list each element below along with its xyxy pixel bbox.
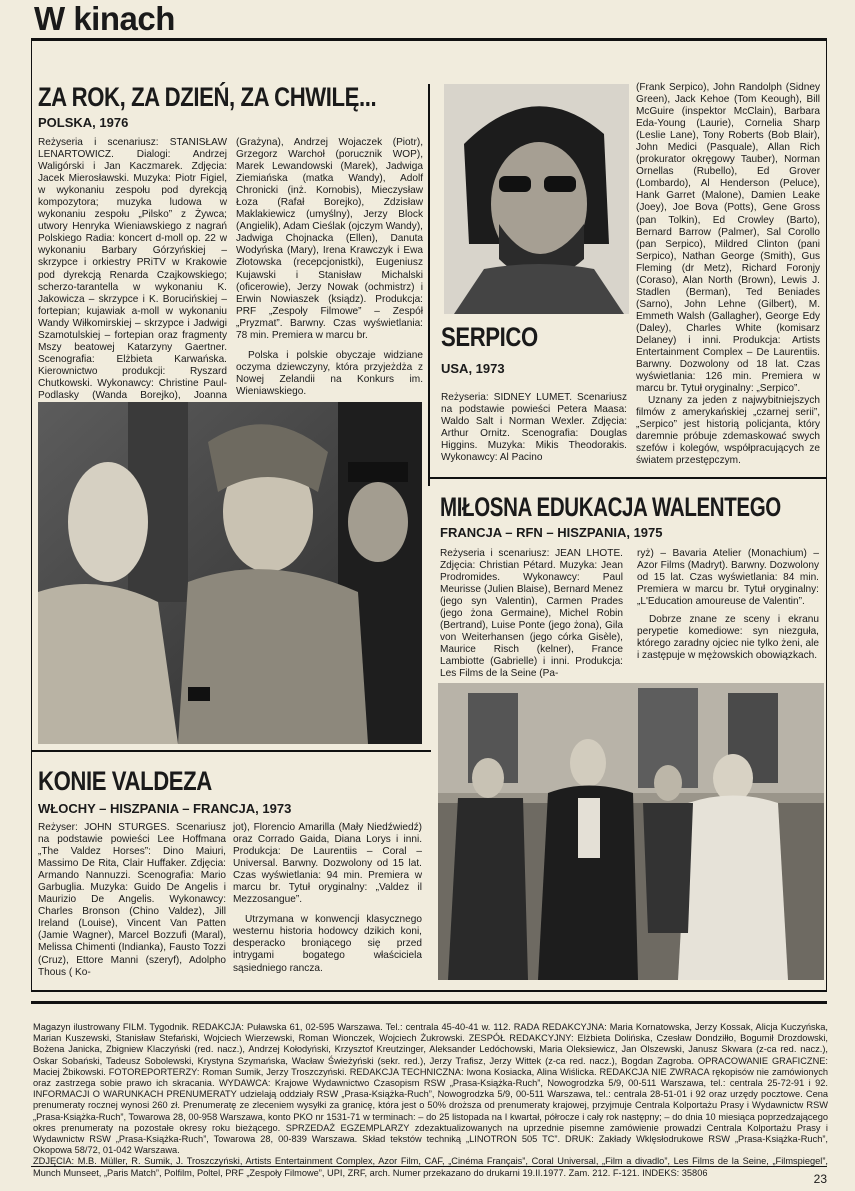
photo-serpico-image: [444, 84, 629, 314]
serpico-text-col1: [441, 392, 627, 464]
film-title-za-rok: ZA ROK, ZA DZIEŃ, ZA CHWILĘ...: [38, 82, 377, 112]
header-rule: [31, 38, 827, 41]
photo-milosna-image: [438, 683, 824, 980]
photo-milosna: [438, 683, 824, 980]
film-title-milosna: MIŁOSNA EDUKACJA WALENTEGO: [440, 492, 781, 522]
za-rok-text-col2: [236, 137, 423, 397]
frame-left: [31, 41, 32, 991]
za-rok-text-col1: [38, 137, 227, 401]
film-subtitle-za-rok: POLSKA, 1976: [38, 115, 129, 130]
column-divider: [428, 84, 430, 486]
section-title: W kinach: [34, 0, 175, 37]
milosna-synopsis: Dobrze znane ze sceny i ekranu perypetie komediowe: syn niezguła, którego zaradny ojciec nie tylko żeni, ale i zastępuje w mężowskich obowiązkach.: [637, 614, 819, 662]
milosna-text-col1: [440, 548, 623, 678]
za-rok-credits-1: Reżyseria i scenariusz: STANISŁAW LENARTOWICZ. Dialogi: Andrzej Waligórski i Jan Kaczmarek. Zdjęcia: Jacek Mierosławski. Muzyka: Piotr Figiel, w wykonaniu zespołu pod dyrekcją kompozytora; muzyka ludowa w wykonaniu zespołu „Pilsko” z Żywca; utwory Henryka Wieniawskiego z nagrań Polskiego Radia: koncert d-moll op. 22 w wykonaniu Barbary Górzyńskiej – skrzypce i orkiestry PRiTV w Krakowie pod dyrekcją Renarda Czajkowskiego; scherzo-tarantella w wykonaniu K. Jakowicza – skrzypce i K. Borucińskiej – fortepian; kujawiak a-moll w wykonaniu Wandy Wiłkomirskiej – skrzypce i Jadwigi Szamotulskiej – fortepian oraz fragmenty Mszy beatowej Katarzyny Gaertner. Scenografia: Elżbieta Karwańska. Kierownictwo produkcji: Ryszard Chutkowski. Wykonawcy: Christine Paul-Podlasky (Wanda Borejko), Joanna: [38, 137, 227, 401]
film-subtitle-konie: WŁOCHY – HISZPANIA – FRANCJA, 1973: [38, 801, 292, 816]
photo-credits: ZDJĘCIA: M.B. Müller, R. Sumik, J. Troszczyński, Artists Entertainment Complex, Azor Film, CAF, „Cinéma Français”, Coral Universal, „Film a divadlo”, Les Films de la Seine, „Filmspiegel”, Munch Munseet, „Paris Match”, Polfilm, Poltel, PRF „Zespoły Filmowe”, UPI, ZRF, arch. Numer przekazano do drukarni 19.II.1977. Zam. 212. F-121. INDEKS: 35806: [33, 1156, 828, 1178]
rule-footer-bottom: [31, 1166, 827, 1167]
milosna-credits-2: ryż) – Bavaria Atelier (Monachium) – Azor Films (Madryt). Barwny. Dozwolony od 15 lat. Czas wyświetlania: 84 min. Premiera w marcu br. Tytuł oryginalny: „L'Education amoureuse de Valentin”.: [637, 548, 819, 608]
konie-text-col1: [38, 822, 226, 984]
serpico-text-col2: [636, 82, 820, 467]
rule-content-bottom: [31, 990, 827, 992]
serpico-credits-2: (Frank Serpico), John Randolph (Sidney Green), Jack Kehoe (Tom Keough), Bill McGuire (inspektor McClain), Barbara Eda-Young (Laurie), Cornelia Sharp (Leslie Lane), Tony Roberts (Bob Blair), John Medici (Pasquale), Allan Rich (prokurator okręgowy Tauber), Norman Ornellas (Rubello), Ed Grover (Lombardo), Al Henderson (Peluce), Hank Garret (Malone), Damien Leake (Joey), Joe Bova (Potts), Gene Gross (pan Tolkin), Ed Crowley (Barto), Bernard Barrow (Palmer), Sal Corollo (pan Serpico), Mildred Clinton (pani Serpico), Nathan George (Smith), Gus Fleming (dr Metz), Richard Foronjy (Coraso), Alan North (Brown), Lewis J. Stadlen (Berman), Ted Beniades (Sarno), John Lehne (Gilbert), M. Emmeth Walsh (Gallagher), George Edy (Daley), Charles White (komisarz Delaney) i inni. Produkcja: Artists Entertainment Complex – De Laurentiis. Barwny. Dozwolony od 18 lat. Czas wyświetlania: 126 min. Premiera w marcu br. Tytuł oryginalny: „Serpico”.: [636, 82, 820, 395]
konie-text-col2: [233, 822, 422, 984]
milosna-credits-1: Reżyseria i scenariusz: JEAN LHOTE. Zdjęcia: Christian Pétard. Muzyka: Jean Prodromides. Wykonawcy: Paul Meurisse (Julien Blaise), Bernard Menez (jego syn Valentin), Carmen Prades (jego żona Germaine), Michel Robin (Bertrand), Luise Ponte (jego żona), Gila von Weiterhansen (jego córka Gisèle), Maurice Risch (kelner), France Lambiotte (Gabrielle) i inni. Produkcja: Les Films de la Seine (Pa-: [440, 548, 623, 680]
konie-credits-1: Reżyser: JOHN STURGES. Scenariusz na podstawie powieści Lee Hoffmana „The Valdez Horses”: Dino Maiuri, Massimo De Rita, Clair Huffaker. Zdjęcia: Armando Nannuzzi. Scenografia: Mario Garbuglia. Muzyka: Guido De Angelis i Maurizio De Angelis. Wykonawcy: Charles Bronson (Chino Valdez), Jill Ireland (Louise), Vincent Van Patten (Jamie Wagner), Marcel Bozzufi (Maral), Melissa Chimenti (Indianka), Fausto Tozzi (Cruz), Ettore Manni (szeryf), Adolpho Thous ( Ko-: [38, 822, 226, 978]
film-title-serpico: SERPICO: [441, 322, 538, 352]
photo-serpico: [444, 84, 629, 314]
frame-right: [826, 41, 827, 991]
rule-milosna-top: [430, 477, 827, 479]
masthead-footer: [33, 1022, 828, 1178]
konie-synopsis: Utrzymana w konwencji klasycznego westernu historia hodowcy dzikich koni, desperacko broniącego się przed intrygami bogatego właściciela sąsiedniego rancza.: [233, 914, 422, 974]
film-subtitle-milosna: FRANCJA – RFN – HISZPANIA, 1975: [440, 525, 663, 540]
film-title-konie: KONIE VALDEZA: [38, 766, 212, 796]
photo-za-rok-image: [38, 402, 422, 744]
za-rok-synopsis: Polska i polskie obyczaje widziane oczyma dziewczyny, która przyjeżdża z Nowej Zelandii na Konkurs im. Wieniawskiego.: [236, 349, 423, 397]
masthead-text: Magazyn ilustrowany FILM. Tygodnik. REDAKCJA: Puławska 61, 02-595 Warszawa. Tel.: centrala 45-40-41 w. 112. RADA REDAKCYJNA: Maria Kornatowska, Jerzy Kossak, Alicja Kuczyńska, Marian Kuszewski, Stanisław Stefański, Wojciech Wierzewski, Roman Wionczek, Wojciech Żukrowski. ZESPÓŁ REDAKCYJNY: Elżbieta Dolińska, Czesław Dondziłło, Bogumił Drozdowski, Bożena Janicka, Zbigniew Klaczyński (red. nacz.), Andrzej Kołodyński, Krzysztof Kreutzinger, Aleksander Ledóchowski, Maria Oleksiewicz, Jan Olszewski, Janusz Skwara (z-ca red. nacz.), Oskar Sobański, Tadeusz Sobolewski, Krystyna Szymańska, Wacław Świeżyński (sekr. red.), Jerzy Trafisz, Jerzy Wittek (z-ca red. nacz.), Bogdan Zagroba. OPRACOWANIE GRAFICZNE: Maciej Żbikowski. FOTOREPORTERZY: Roman Sumik, Jerzy Troszczyński. REDAKCJA TECHNICZNA: Iwona Kosiacka, Alina Wiślicka. REDAKCJA NIE ZWRACA rękopisów nie zamówionych oraz zastrzega sobie prawo ich skracania. WYDAWCA: Krajowe Wydawnictwo Czasopism RSW „Prasa-Książka-Ruch”, Nowogrodzka 5/9, 00-511 Warszawa, tel.: centrala 25-72-91 i 92. INFORMACJI O WARUNKACH PRENUMERATY udzielają oddziały RSW „Prasa-Książka-Ruch”, Nowogrodzka 5/9, 00-511 Warszawa, tel.: centrala 28-51-01 i 92 oraz urzędy pocztowe. Cena prenumeraty rocznej wynosi 260 zł. Prenumeratę ze zleceniem wysyłki za granicę, która jest o 50% droższa od prenumeraty krajowej, przyjmuje Centrala Kolportażu Prasy i Wydawnictw RSW „Prasa-Książka-Ruch”, Towarowa 28, 00-958 Warszawa, konto PKO nr 1531-71 w terminach: – do 25 listopada na I kwartał, półrocze i cały rok następny; – do dnia 10 miesiąca poprzedzającego okres prenumeraty na pozostałe okresy roku bieżącego. SPRZEDAŻ EGZEMPLARZY zdezaktualizowanych na uprzednie pisemne zamówienie prowadzi Centrala Kolportażu Prasy i Wydawnictw RSW „Prasa-Książka-Ruch”, Towarowa 28, 00-839 Warszawa. Skład tekstów techniką „LINOTRON 505 TC”. DRUK: Zakłady Wklęsłodrukowe RSW „Prasa-Książka-Ruch”, Okopowa 58/72, 01-042 Warszawa.: [33, 1022, 828, 1156]
rule-konie-top: [31, 750, 431, 752]
rule-footer-top: [31, 1001, 827, 1004]
serpico-credits-1: Reżyseria: SIDNEY LUMET. Scenariusz na podstawie powieści Petera Maasa: Waldo Salt i Norman Wexler. Zdjęcia: Arthur Ornitz. Scenografia: Douglas Higgins. Muzyka: Mikis Theodorakis. Wykonawcy: Al Pacino: [441, 392, 627, 464]
photo-za-rok: [38, 402, 422, 744]
page-number: 23: [813, 1172, 827, 1186]
film-subtitle-serpico: USA, 1973: [441, 361, 505, 376]
za-rok-credits-2: (Grażyna), Andrzej Wojaczek (Piotr), Grzegorz Warchoł (porucznik WOP), Marek Lewandowski (Marek), Jadwiga Ziemiańska (matka Wandy), Adolf Chronicki (inż. Kornobis), Mieczysław Łoza (Rafał Borejko), Zdzisław Maklakiewicz (umyślny), Jerzy Block (Angielik), Adam Cieślak (ojczym Wandy), Jadwiga Chojnacka (Ellen), Danuta Wodyńska (Mary), Irena Krawczyk i Ewa Złotowska (recepcjonistki), Eugeniusz Kujawski i Stanisław Michalski (oficerowie), Jerzy Nowak (ochmistrz) i Erwin Nowiaszek (ksiądz). Produkcja: PRF „Zespoły Filmowe” – Zespół „Pryzmat”. Barwny. Czas wyświetlania: 78 min. Premiera w marcu br.: [236, 137, 423, 341]
milosna-text-col2: [637, 548, 819, 678]
serpico-synopsis: Uznany za jeden z najwybitniejszych filmów z amerykańskiej „czarnej serii”, „Serpico” jest historią policjanta, który daremnie próbuje zdemaskować swych szefów i kolegów, współpracujących ze światem przestępczym.: [636, 395, 820, 467]
konie-credits-2: jot), Florencio Amarilla (Mały Niedźwiedź) oraz Corrado Gaida, Diana Lorys i inni. Produkcja: De Laurentiis – Coral – Universal. Barwny. Dozwolony od 15 lat. Czas wyświetlania: 94 min. Premiera w marcu br. Tytuł oryginalny: „Valdez il Mezzosangue”.: [233, 822, 422, 906]
